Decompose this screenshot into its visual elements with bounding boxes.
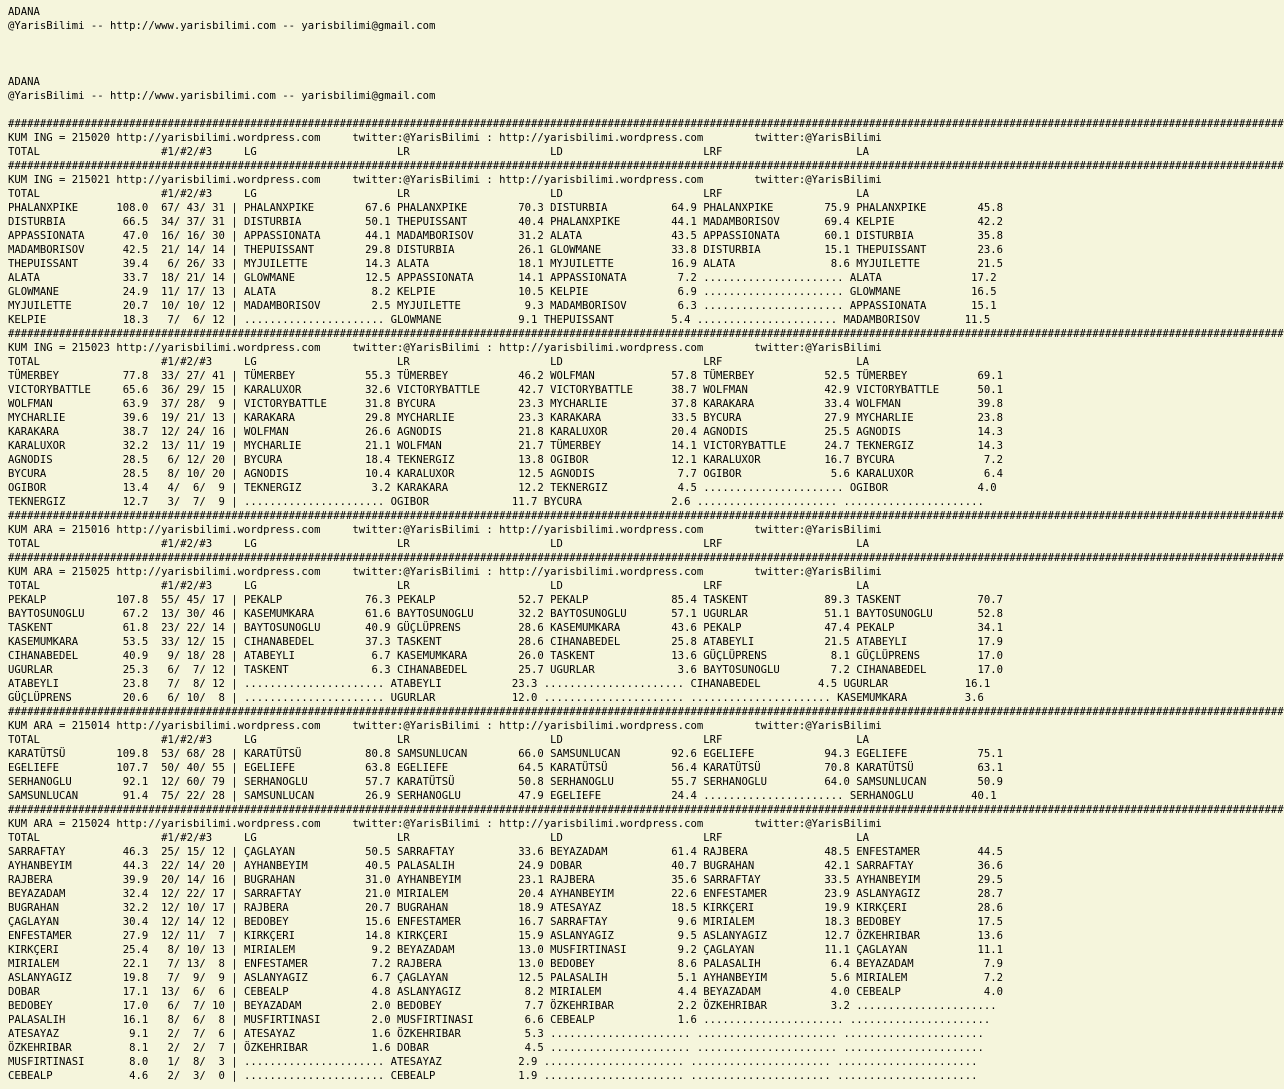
column-headers: TOTAL #1/#2/#3 LG LR LD LRF LA: [8, 356, 870, 368]
table-row: ASLANYAGIZ 19.8 7/ 9/ 9 | ASLANYAGIZ 6.7 ÇAGLAYAN 12.5 PALASALIH 5.1 AYHANBEYIM 5.6 MIRIALEM 7.2: [8, 972, 1003, 984]
table-row: MIRIALEM 22.1 7/ 13/ 8 | ENFESTAMER 7.2 RAJBERA 13.0 BEDOBEY 8.6 PALASALIH 6.4 BEYAZADAM 7.9: [8, 958, 1003, 970]
table-row: GÜÇLÜPRENS 20.6 6/ 10/ 8 | ...................... UGURLAR 12.0 ...................... ...................... KASEMUMKARA 3.6: [8, 692, 984, 704]
table-row: DISTURBIA 66.5 34/ 37/ 31 | DISTURBIA 50.1 THEPUISSANT 40.4 PHALANXPIKE 44.1 MADAMBORISOV 69.4 KELPIE 42.2: [8, 216, 1003, 228]
table-row: TASKENT 61.8 23/ 22/ 14 | BAYTOSUNOGLU 40.9 GÜÇLÜPRENS 28.6 KASEMUMKARA 43.6 PEKALP 47.4 PEKALP 34.1: [8, 622, 1003, 634]
race-header: KUM ARA = 215024 http://yarisbilimi.wordpress.com twitter:@YarisBilimi : http://yarisbilimi.wordpress.com twitter:@YarisBilimi: [8, 818, 882, 830]
race-header: KUM ING = 215023 http://yarisbilimi.wordpress.com twitter:@YarisBilimi : http://yarisbilimi.wordpress.com twitter:@YarisBilimi: [8, 342, 882, 354]
table-row: THEPUISSANT 39.4 6/ 26/ 33 | MYJUILETTE 14.3 ALATA 18.1 MYJUILETTE 16.9 ALATA 8.6 MYJUILETTE 21.5: [8, 258, 1003, 270]
table-row: MUSFIRTINASI 8.0 1/ 8/ 3 | ...................... ATESAYAZ 2.9 ...................... ...................... ......................: [8, 1056, 978, 1068]
section-separator: ########################################################################################################################################################################################################: [8, 118, 1284, 130]
section-separator: ########################################################################################################################################################################################################: [8, 552, 1284, 564]
table-row: MADAMBORISOV 42.5 21/ 14/ 14 | THEPUISSANT 29.8 DISTURBIA 26.1 GLOWMANE 33.8 DISTURBIA 15.1 THEPUISSANT 23.6: [8, 244, 1003, 256]
table-row: KARAKARA 38.7 12/ 24/ 16 | WOLFMAN 26.6 AGNODIS 21.8 KARALUXOR 20.4 AGNODIS 25.5 AGNODIS 14.3: [8, 426, 1003, 438]
table-row: PALASALIH 16.1 8/ 6/ 8 | MUSFIRTINASI 2.0 MUSFIRTINASI 6.6 CEBEALP 1.6 ...................... ......................: [8, 1014, 991, 1026]
column-headers: TOTAL #1/#2/#3 LG LR LD LRF LA: [8, 538, 870, 550]
table-row: ENFESTAMER 27.9 12/ 11/ 7 | KIRKÇERI 14.8 KIRKÇERI 15.9 ASLANYAGIZ 9.5 ASLANYAGIZ 12.7 ÖZKEHRIBAR 13.6: [8, 930, 1003, 942]
table-row: AYHANBEYIM 44.3 22/ 14/ 20 | AYHANBEYIM 40.5 PALASALIH 24.9 DOBAR 40.7 BUGRAHAN 42.1 SARRAFTAY 36.6: [8, 860, 1003, 872]
table-row: KIRKÇERI 25.4 8/ 10/ 13 | MIRIALEM 9.2 BEYAZADAM 13.0 MUSFIRTINASI 9.2 ÇAGLAYAN 11.1 ÇAGLAYAN 11.1: [8, 944, 1003, 956]
table-row: EGELIEFE 107.7 50/ 40/ 55 | EGELIEFE 63.8 EGELIEFE 64.5 KARATÜTSÜ 56.4 KARATÜTSÜ 70.8 KARATÜTSÜ 63.1: [8, 762, 1003, 774]
column-headers: TOTAL #1/#2/#3 LG LR LD LRF LA: [8, 832, 870, 844]
table-row: TÜMERBEY 77.8 33/ 27/ 41 | TÜMERBEY 55.3 TÜMERBEY 46.2 WOLFMAN 57.8 TÜMERBEY 52.5 TÜMERBEY 69.1: [8, 370, 1003, 382]
table-row: DOBAR 17.1 13/ 6/ 6 | CEBEALP 4.8 ASLANYAGIZ 8.2 MIRIALEM 4.4 BEYAZADAM 4.0 CEBEALP 4.0: [8, 986, 1003, 998]
table-row: WOLFMAN 63.9 37/ 28/ 9 | VICTORYBATTLE 31.8 BYCURA 23.3 MYCHARLIE 37.8 KARAKARA 33.4 WOLFMAN 39.8: [8, 398, 1003, 410]
table-row: BAYTOSUNOGLU 67.2 13/ 30/ 46 | KASEMUMKARA 61.6 BAYTOSUNOGLU 32.2 BAYTOSUNOGLU 57.1 UGURLAR 51.1 BAYTOSUNOGLU 52.8: [8, 608, 1003, 620]
table-row: SARRAFTAY 46.3 25/ 15/ 12 | ÇAGLAYAN 50.5 SARRAFTAY 33.6 BEYAZADAM 61.4 RAJBERA 48.5 ENFESTAMER 44.5: [8, 846, 1003, 858]
city-title: ADANA: [8, 76, 40, 88]
table-row: OGIBOR 13.4 4/ 6/ 9 | TEKNERGIZ 3.2 KARAKARA 12.2 TEKNERGIZ 4.5 ...................... OGIBOR 4.0: [8, 482, 997, 494]
city-title: ADANA: [8, 6, 40, 18]
section-separator: ########################################################################################################################################################################################################: [8, 328, 1284, 340]
section-separator: ########################################################################################################################################################################################################: [8, 804, 1284, 816]
blank-line: [8, 61, 1073, 75]
table-row: ÖZKEHRIBAR 8.1 2/ 2/ 7 | ÖZKEHRIBAR 1.6 DOBAR 4.5 ...................... ...................... ......................: [8, 1042, 984, 1054]
contact-line: @YarisBilimi -- http://www.yarisbilimi.com -- yarisbilimi@gmail.com: [8, 90, 436, 102]
table-row: UGURLAR 25.3 6/ 7/ 12 | TASKENT 6.3 CIHANABEDEL 25.7 UGURLAR 3.6 BAYTOSUNOGLU 7.2 CIHANABEDEL 17.0: [8, 664, 1003, 676]
table-row: SERHANOGLU 92.1 12/ 60/ 79 | SERHANOGLU 57.7 KARATÜTSÜ 50.8 SERHANOGLU 55.7 SERHANOGLU 64.0 SAMSUNLUCAN 50.9: [8, 776, 1003, 788]
table-row: KASEMUMKARA 53.5 33/ 12/ 15 | CIHANABEDEL 37.3 TASKENT 28.6 CIHANABEDEL 25.8 ATABEYLI 21.5 ATABEYLI 17.9: [8, 636, 1003, 648]
table-row: GLOWMANE 24.9 11/ 17/ 13 | ALATA 8.2 KELPIE 10.5 KELPIE 6.9 ...................... GLOWMANE 16.5: [8, 286, 997, 298]
section-separator: ########################################################################################################################################################################################################: [8, 160, 1284, 172]
table-row: RAJBERA 39.9 20/ 14/ 16 | BUGRAHAN 31.0 AYHANBEYIM 23.1 RAJBERA 35.6 SARRAFTAY 33.5 AYHANBEYIM 29.5: [8, 874, 1003, 886]
section-separator: ########################################################################################################################################################################################################: [8, 510, 1284, 522]
contact-line: @YarisBilimi -- http://www.yarisbilimi.com -- yarisbilimi@gmail.com: [8, 20, 436, 32]
race-header: KUM ING = 215020 http://yarisbilimi.wordpress.com twitter:@YarisBilimi : http://yarisbilimi.wordpress.com twitter:@YarisBilimi: [8, 132, 882, 144]
table-row: ALATA 33.7 18/ 21/ 14 | GLOWMANE 12.5 APPASSIONATA 14.1 APPASSIONATA 7.2 ...................... ALATA 17.2: [8, 272, 997, 284]
table-row: BUGRAHAN 32.2 12/ 10/ 17 | RAJBERA 20.7 BUGRAHAN 18.9 ATESAYAZ 18.5 KIRKÇERI 19.9 KIRKÇERI 28.6: [8, 902, 1003, 914]
table-row: KARALUXOR 32.2 13/ 11/ 19 | MYCHARLIE 21.1 WOLFMAN 21.7 TÜMERBEY 14.1 VICTORYBATTLE 24.7 TEKNERGIZ 14.3: [8, 440, 1003, 452]
table-row: PEKALP 107.8 55/ 45/ 17 | PEKALP 76.3 PEKALP 52.7 PEKALP 85.4 TASKENT 89.3 TASKENT 70.7: [8, 594, 1003, 606]
table-row: VICTORYBATTLE 65.6 36/ 29/ 15 | KARALUXOR 32.6 VICTORYBATTLE 42.7 VICTORYBATTLE 38.7 WOLFMAN 42.9 VICTORYBATTLE 50.1: [8, 384, 1003, 396]
column-headers: TOTAL #1/#2/#3 LG LR LD LRF LA: [8, 580, 870, 592]
column-headers: TOTAL #1/#2/#3 LG LR LD LRF LA: [8, 146, 870, 158]
blank-line: [8, 47, 1073, 61]
table-row: APPASSIONATA 47.0 16/ 16/ 30 | APPASSIONATA 44.1 MADAMBORISOV 31.2 ALATA 43.5 APPASSIONATA 60.1 DISTURBIA 35.8: [8, 230, 1003, 242]
section-separator: ########################################################################################################################################################################################################: [8, 706, 1284, 718]
column-headers: TOTAL #1/#2/#3 LG LR LD LRF LA: [8, 188, 870, 200]
table-row: BYCURA 28.5 8/ 10/ 20 | AGNODIS 10.4 KARALUXOR 12.5 AGNODIS 7.7 OGIBOR 5.6 KARALUXOR 6.4: [8, 468, 1003, 480]
table-row: MYCHARLIE 39.6 19/ 21/ 13 | KARAKARA 29.8 MYCHARLIE 23.3 KARAKARA 33.5 BYCURA 27.9 MYCHARLIE 23.8: [8, 412, 1003, 424]
table-row: ATESAYAZ 9.1 2/ 7/ 6 | ATESAYAZ 1.6 ÖZKEHRIBAR 5.3 ...................... ...................... ......................: [8, 1028, 984, 1040]
table-row: TEKNERGIZ 12.7 3/ 7/ 9 | ...................... OGIBOR 11.7 BYCURA 2.6 ...................... ......................: [8, 496, 984, 508]
table-row: CEBEALP 4.6 2/ 3/ 0 | ...................... CEBEALP 1.9 ...................... ...................... ......................: [8, 1070, 978, 1082]
table-row: BEYAZADAM 32.4 12/ 22/ 17 | SARRAFTAY 21.0 MIRIALEM 20.4 AYHANBEYIM 22.6 ENFESTAMER 23.9 ASLANYAGIZ 28.7: [8, 888, 1003, 900]
table-row: BEDOBEY 17.0 6/ 7/ 10 | BEYAZADAM 2.0 BEDOBEY 7.7 ÖZKEHRIBAR 2.2 ÖZKEHRIBAR 3.2 ......................: [8, 1000, 997, 1012]
table-row: PHALANXPIKE 108.0 67/ 43/ 31 | PHALANXPIKE 67.6 PHALANXPIKE 70.3 DISTURBIA 64.9 PHALANXPIKE 75.9 PHALANXPIKE 45.8: [8, 202, 1003, 214]
table-row: SAMSUNLUCAN 91.4 75/ 22/ 28 | SAMSUNLUCAN 26.9 SERHANOGLU 47.9 EGELIEFE 24.4 ...................... SERHANOGLU 40.1: [8, 790, 997, 802]
blank-line: [8, 33, 1073, 47]
blank-line: [8, 103, 1073, 117]
race-header: KUM ARA = 215014 http://yarisbilimi.wordpress.com twitter:@YarisBilimi : http://yarisbilimi.wordpress.com twitter:@YarisBilimi: [8, 720, 882, 732]
race-header: KUM ARA = 215025 http://yarisbilimi.wordpress.com twitter:@YarisBilimi : http://yarisbilimi.wordpress.com twitter:@YarisBilimi: [8, 566, 882, 578]
column-headers: TOTAL #1/#2/#3 LG LR LD LRF LA: [8, 734, 870, 746]
table-row: CIHANABEDEL 40.9 9/ 18/ 28 | ATABEYLI 6.7 KASEMUMKARA 26.0 TASKENT 13.6 GÜÇLÜPRENS 8.1 GÜÇLÜPRENS 17.0: [8, 650, 1003, 662]
table-row: MYJUILETTE 20.7 10/ 10/ 12 | MADAMBORISOV 2.5 MYJUILETTE 9.3 MADAMBORISOV 6.3 ...................... APPASSIONATA 15.1: [8, 300, 997, 312]
table-row: AGNODIS 28.5 6/ 12/ 20 | BYCURA 18.4 TEKNERGIZ 13.8 OGIBOR 12.1 KARALUXOR 16.7 BYCURA 7.2: [8, 454, 1003, 466]
table-row: KELPIE 18.3 7/ 6/ 12 | ...................... GLOWMANE 9.1 THEPUISSANT 5.4 ...................... MADAMBORISOV 11.5: [8, 314, 991, 326]
race-header: KUM ARA = 215016 http://yarisbilimi.wordpress.com twitter:@YarisBilimi : http://yarisbilimi.wordpress.com twitter:@YarisBilimi: [8, 524, 882, 536]
table-row: ÇAGLAYAN 30.4 12/ 14/ 12 | BEDOBEY 15.6 ENFESTAMER 16.7 SARRAFTAY 9.6 MIRIALEM 18.3 BEDOBEY 17.5: [8, 916, 1003, 928]
race-header: KUM ING = 215021 http://yarisbilimi.wordpress.com twitter:@YarisBilimi : http://yarisbilimi.wordpress.com twitter:@YarisBilimi: [8, 174, 882, 186]
table-row: KARATÜTSÜ 109.8 53/ 68/ 28 | KARATÜTSÜ 80.8 SAMSUNLUCAN 66.0 SAMSUNLUCAN 92.6 EGELIEFE 94.3 EGELIEFE 75.1: [8, 748, 1003, 760]
table-row: ATABEYLI 23.8 7/ 8/ 12 | ...................... ATABEYLI 23.3 ...................... CIHANABEDEL 4.5 UGURLAR 16.1: [8, 678, 991, 690]
